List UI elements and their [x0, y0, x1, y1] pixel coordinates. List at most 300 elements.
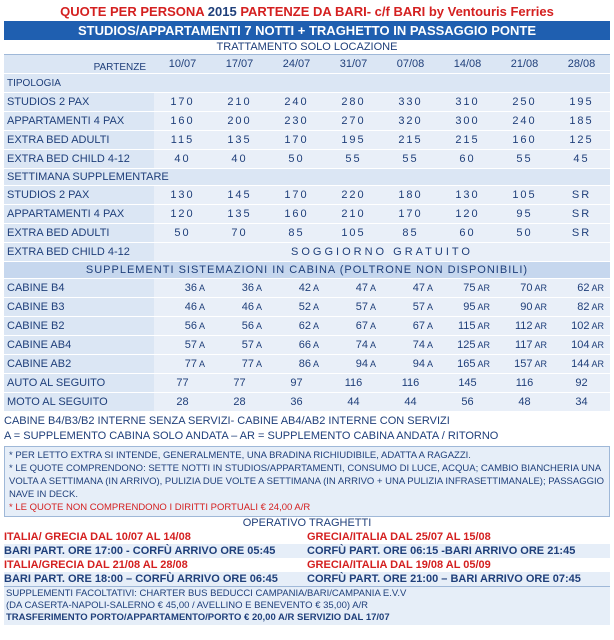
price-cell [496, 150, 553, 169]
price-cell [268, 186, 325, 205]
cabin-types-note: CABINE B4/B3/B2 INTERNE SENZA SERVIZI- CABINE AB4/AB2 INTERNE CON SERVIZI [4, 415, 450, 427]
price-cell [553, 150, 610, 169]
price-cell [439, 336, 496, 355]
row-label: MOTO AL SEGUITO [4, 393, 154, 412]
price-cell [268, 355, 325, 374]
price-value: 46 [241, 301, 254, 313]
price-cell [325, 186, 382, 205]
price-value: 60 [459, 153, 476, 165]
price-value: 125 [457, 339, 476, 351]
departure-date: 31/07 [325, 55, 382, 74]
cabin-suffix: AR [477, 283, 490, 293]
price-cell [211, 317, 268, 336]
price-value: 240 [284, 96, 309, 108]
price-value: 195 [341, 134, 366, 146]
price-value: 57 [184, 339, 197, 351]
price-value: 320 [398, 115, 423, 127]
price-cell [382, 336, 439, 355]
price-value: 52 [298, 301, 311, 313]
price-cell [268, 205, 325, 224]
price-value: 210 [341, 208, 366, 220]
price-value: 240 [512, 115, 537, 127]
price-value: 170 [284, 134, 309, 146]
cabin-suffix: AR [591, 340, 604, 350]
price-cell [496, 336, 553, 355]
price-cell [553, 93, 610, 112]
price-cell [154, 205, 211, 224]
price-cell [268, 279, 325, 298]
price-value: 36 [290, 396, 303, 408]
price-cell [496, 279, 553, 298]
cabin-suffix: A [255, 302, 262, 312]
cabin-suffix: AR [591, 321, 604, 331]
price-cell [439, 112, 496, 131]
price-value: 77 [184, 358, 197, 370]
price-cell [154, 93, 211, 112]
supp-week-label: SETTIMANA SUPPLEMENTARE [4, 169, 610, 186]
table-row [4, 112, 610, 131]
price-cell [268, 298, 325, 317]
price-cell [211, 205, 268, 224]
package-banner: STUDIOS/APPARTAMENTI 7 NOTTI + TRAGHETTO IN PASSAGGIO PONTE [4, 21, 610, 40]
price-cell [154, 186, 211, 205]
cabin-suffix: AR [534, 340, 547, 350]
price-cell [325, 317, 382, 336]
price-value: 57 [241, 339, 254, 351]
price-value: 170 [398, 208, 423, 220]
price-cell [553, 317, 610, 336]
cabin-suffix: AR [477, 321, 490, 331]
optional-supplements [4, 586, 610, 625]
cabin-suffix: AR [534, 283, 547, 293]
price-cell [154, 224, 211, 243]
price-cell [325, 336, 382, 355]
cabin-suffix: A [312, 283, 319, 293]
price-cell [439, 150, 496, 169]
row-label: STUDIOS 2 PAX [4, 186, 154, 205]
table-row [4, 93, 610, 112]
cabin-notes [4, 412, 610, 444]
table-row [4, 336, 610, 355]
price-cell [553, 393, 610, 412]
price-value: 74 [412, 339, 425, 351]
price-cell [496, 93, 553, 112]
cabin-suffix: AR [534, 302, 547, 312]
price-value: 215 [455, 134, 480, 146]
cabin-legend-note: A = SUPPLEMENTO CABINA SOLO ANDATA – AR = SUPPLEMENTO CABINA ANDATA / RITORNO [4, 430, 499, 442]
price-value: 50 [516, 227, 533, 239]
cabin-suffix: A [426, 283, 433, 293]
price-cell [211, 224, 268, 243]
price-value: 85 [288, 227, 305, 239]
price-cell [553, 112, 610, 131]
cabin-suffix: A [198, 340, 205, 350]
cabin-suffix: AR [591, 359, 604, 369]
price-value: 47 [412, 282, 425, 294]
price-cell [325, 205, 382, 224]
row-label: EXTRA BED CHILD 4-12 [4, 243, 154, 262]
price-value: 115 [457, 320, 476, 332]
price-value: 74 [355, 339, 368, 351]
price-cell [154, 150, 211, 169]
section-row [4, 262, 610, 279]
partenze-label: PARTENZE [4, 55, 154, 74]
conditions-box [4, 446, 610, 517]
row-label: AUTO AL SEGUITO [4, 374, 154, 393]
row-label: CABINE B2 [4, 317, 154, 336]
price-cell [553, 131, 610, 150]
row-label: EXTRA BED CHILD 4-12 [4, 150, 154, 169]
price-value: 115 [170, 134, 195, 146]
price-cell [382, 393, 439, 412]
price-value: 55 [516, 153, 533, 165]
price-cell [439, 279, 496, 298]
price-value: 56 [184, 320, 197, 332]
price-cell [211, 355, 268, 374]
price-value: 70 [231, 227, 248, 239]
ferry-schedule [4, 530, 610, 586]
price-cell [325, 131, 382, 150]
cabin-suffix: A [312, 302, 319, 312]
price-cell [553, 374, 610, 393]
price-value: 270 [341, 115, 366, 127]
header-spacer [154, 74, 211, 93]
table-row [4, 317, 610, 336]
departure-date: 07/08 [382, 55, 439, 74]
price-value: 120 [170, 208, 195, 220]
bus-supplement: SUPPLEMENTI FACOLTATIVI: CHARTER BUS BEDUCCI CAMPANIA/BARI/CAMPANIA E.V.V [6, 588, 407, 599]
price-value: 86 [298, 358, 311, 370]
price-cell [154, 393, 211, 412]
price-value: 94 [412, 358, 425, 370]
price-cell [382, 205, 439, 224]
price-value: 34 [575, 396, 588, 408]
price-value: 40 [174, 153, 191, 165]
header-spacer [496, 74, 553, 93]
table-row [4, 186, 610, 205]
section-row [4, 169, 610, 186]
price-cell [382, 112, 439, 131]
row-label: CABINE AB2 [4, 355, 154, 374]
price-cell [382, 298, 439, 317]
table-row [4, 393, 610, 412]
departure-date: 14/08 [439, 55, 496, 74]
price-cell [382, 355, 439, 374]
tipologia-label: TIPOLOGIA [4, 74, 154, 93]
price-value: 50 [174, 227, 191, 239]
price-cell [496, 224, 553, 243]
price-value: 44 [404, 396, 417, 408]
price-value: 44 [347, 396, 360, 408]
ferry-route: GRECIA/ITALIA DAL 19/08 AL 05/09 [307, 559, 491, 571]
ferry-times: BARI PART. ORE 18:00 – CORFÙ ARRIVO ORE 06:45 [4, 572, 307, 586]
price-cell [496, 355, 553, 374]
ferry-return [307, 530, 610, 586]
price-value: 45 [573, 153, 590, 165]
price-value: 36 [184, 282, 197, 294]
price-value: 55 [402, 153, 419, 165]
price-value: 135 [227, 208, 252, 220]
price-cell [439, 317, 496, 336]
bus-prices: (DA CASERTA-NAPOLI-SALERNO € 45,00 / AVELLINO E BENEVENTO € 35,00) A/R [6, 600, 369, 611]
price-cell [382, 317, 439, 336]
price-value: SR [571, 189, 592, 201]
price-cell [439, 131, 496, 150]
header-spacer [325, 74, 382, 93]
price-cell [211, 279, 268, 298]
price-cell [154, 336, 211, 355]
table-row [4, 298, 610, 317]
price-cell [553, 224, 610, 243]
cabin-suffix: A [255, 340, 262, 350]
price-value: 195 [569, 96, 594, 108]
price-value: 92 [575, 377, 588, 389]
price-cell [154, 298, 211, 317]
price-value: 95 [463, 301, 476, 313]
cabin-suffix: A [312, 359, 319, 369]
price-value: 95 [516, 208, 533, 220]
row-label: CABINE AB4 [4, 336, 154, 355]
departure-date: 24/07 [268, 55, 325, 74]
price-value: 160 [512, 134, 537, 146]
price-cell [496, 393, 553, 412]
price-value: 160 [170, 115, 195, 127]
price-value: 105 [512, 189, 537, 201]
cabin-suffix: AR [591, 283, 604, 293]
price-cell [439, 205, 496, 224]
price-value: 210 [227, 96, 252, 108]
departure-date: 28/08 [553, 55, 610, 74]
price-cell [268, 393, 325, 412]
price-cell [553, 186, 610, 205]
price-value: 62 [577, 282, 590, 294]
price-value: 62 [298, 320, 311, 332]
price-value: 28 [233, 396, 246, 408]
table-row [4, 150, 610, 169]
ferry-schedule-heading: OPERATIVO TRAGHETTI [242, 517, 372, 529]
price-value: 57 [412, 301, 425, 313]
price-value: 42 [298, 282, 311, 294]
header-spacer [268, 74, 325, 93]
price-cell [553, 336, 610, 355]
price-cell [211, 112, 268, 131]
cabin-suffix: A [369, 321, 376, 331]
price-value: 220 [341, 189, 366, 201]
price-cell [325, 112, 382, 131]
excluded-note: * LE QUOTE NON COMPRENDONO I DIRITTI PORTUALI € 24,00 A/R [9, 502, 311, 513]
header-spacer [382, 74, 439, 93]
price-value: 120 [455, 208, 480, 220]
cabin-suffix: A [426, 302, 433, 312]
price-cell [211, 393, 268, 412]
cabin-suffix: A [198, 302, 205, 312]
price-cell [325, 224, 382, 243]
price-value: 145 [227, 189, 252, 201]
price-cell [382, 131, 439, 150]
price-cell [154, 112, 211, 131]
price-value: 145 [458, 377, 477, 389]
price-value: 66 [298, 339, 311, 351]
price-cell [268, 336, 325, 355]
price-value: 56 [241, 320, 254, 332]
price-value: 105 [341, 227, 366, 239]
price-value: 230 [284, 115, 309, 127]
price-value: 116 [344, 377, 363, 389]
price-value: 280 [341, 96, 366, 108]
cabin-suffix: AR [477, 302, 490, 312]
cabin-suffix: A [312, 321, 319, 331]
price-table [4, 55, 610, 412]
price-value: 94 [355, 358, 368, 370]
price-cell [496, 317, 553, 336]
table-row [4, 131, 610, 150]
cabin-suffix: A [426, 340, 433, 350]
price-cell [268, 317, 325, 336]
row-label: EXTRA BED ADULTI [4, 131, 154, 150]
price-cell [325, 279, 382, 298]
price-cell [553, 205, 610, 224]
ferry-outbound [4, 530, 307, 586]
price-value: 77 [176, 377, 189, 389]
price-cell [325, 393, 382, 412]
row-label: CABINE B4 [4, 279, 154, 298]
price-value: 82 [577, 301, 590, 313]
cabin-suffix: A [426, 359, 433, 369]
price-value: 310 [455, 96, 480, 108]
price-value: 67 [412, 320, 425, 332]
row-label: EXTRA BED ADULTI [4, 224, 154, 243]
cabin-suffix: AR [477, 340, 490, 350]
cabin-suffix: AR [534, 359, 547, 369]
price-value: SR [571, 208, 592, 220]
price-cell [496, 374, 553, 393]
price-cell [382, 150, 439, 169]
price-cell [553, 279, 610, 298]
table-row [4, 355, 610, 374]
price-value: 200 [227, 115, 252, 127]
price-cell [382, 186, 439, 205]
cabin-suffix: A [369, 340, 376, 350]
price-value: 57 [355, 301, 368, 313]
price-value: 104 [571, 339, 590, 351]
table-row [4, 205, 610, 224]
price-value: 75 [463, 282, 476, 294]
ferry-route: GRECIA/ITALIA DAL 25/07 AL 15/08 [307, 531, 491, 543]
table-row [4, 243, 610, 262]
transfer-supplement: TRASFERIMENTO PORTO/APPARTAMENTO/PORTO € 20,00 A/R SERVIZIO DAL 17/07 [6, 612, 390, 623]
free-stay-cell: SOGGIORNO GRATUITO [154, 243, 610, 262]
table-header-row [4, 55, 610, 74]
price-cell [268, 112, 325, 131]
cabin-suffix: AR [591, 302, 604, 312]
price-cell [268, 131, 325, 150]
price-cell [382, 224, 439, 243]
price-value: 60 [459, 227, 476, 239]
price-cell [268, 150, 325, 169]
cabin-section-header: SUPPLEMENTI SISTEMAZIONI IN CABINA (POLTRONE NON DISPONIBILI) [4, 262, 610, 279]
price-value: 125 [569, 134, 594, 146]
price-value: 135 [227, 134, 252, 146]
price-value: 55 [345, 153, 362, 165]
table-row [4, 279, 610, 298]
price-cell [496, 131, 553, 150]
price-cell [439, 374, 496, 393]
price-cell [496, 112, 553, 131]
departure-date: 21/08 [496, 55, 553, 74]
cabin-suffix: A [369, 302, 376, 312]
price-cell [439, 186, 496, 205]
price-cell [154, 131, 211, 150]
price-cell [211, 150, 268, 169]
price-cell [439, 355, 496, 374]
ferry-route: ITALIA/ GRECIA DAL 10/07 AL 14/08 [4, 531, 191, 543]
price-value: 77 [233, 377, 246, 389]
price-cell [154, 317, 211, 336]
treatment-subheading: TRATTAMENTO SOLO LOCAZIONE [4, 40, 610, 55]
price-value: 130 [170, 189, 195, 201]
price-value: 117 [514, 339, 533, 351]
price-value: 170 [284, 189, 309, 201]
price-value: 215 [398, 134, 423, 146]
page-title: QUOTE PER PERSONA 2015 PARTENZE DA BARI- c/f BARI by Ventouris Ferries [60, 4, 554, 19]
price-value: 85 [402, 227, 419, 239]
row-label: STUDIOS 2 PAX [4, 93, 154, 112]
price-value: 56 [461, 396, 474, 408]
price-cell [268, 374, 325, 393]
price-cell [439, 393, 496, 412]
table-header-row [4, 74, 610, 93]
included-note: * LE QUOTE COMPRENDONO: SETTE NOTTI IN STUDIOS/APPARTAMENTI, CONSUMO DI LUCE, ACQUA; CAMBIO BIANCHERIA UNA VOLTA A SETTIMANA (IN ARRIVO), PULIZIA DUE VOLTE A SETTIMANA (IN ARRIVO + UNA PULIZIA INFRASETTIMANALE); PASSAGGIO NAVE IN DECK. [9, 463, 605, 500]
price-value: 300 [455, 115, 480, 127]
price-value: 70 [520, 282, 533, 294]
price-sheet [4, 3, 610, 625]
price-cell [154, 374, 211, 393]
price-value: 47 [355, 282, 368, 294]
price-cell [382, 279, 439, 298]
table-row [4, 224, 610, 243]
cabin-suffix: AR [477, 359, 490, 369]
price-value: 116 [401, 377, 420, 389]
price-cell [211, 93, 268, 112]
price-cell [439, 298, 496, 317]
price-cell [553, 298, 610, 317]
price-value: 144 [571, 358, 590, 370]
price-value: 102 [571, 320, 590, 332]
price-value: SR [571, 227, 592, 239]
row-label: APPARTAMENTI 4 PAX [4, 205, 154, 224]
price-cell [211, 131, 268, 150]
header-spacer [553, 74, 610, 93]
price-cell [211, 186, 268, 205]
price-cell [382, 374, 439, 393]
price-value: 180 [398, 189, 423, 201]
table-row [4, 374, 610, 393]
price-value: 77 [241, 358, 254, 370]
cabin-suffix: A [369, 359, 376, 369]
price-value: 185 [569, 115, 594, 127]
cabin-suffix: A [198, 359, 205, 369]
price-value: 130 [455, 189, 480, 201]
price-cell [325, 355, 382, 374]
price-cell [325, 374, 382, 393]
price-value: 46 [184, 301, 197, 313]
price-value: 28 [176, 396, 189, 408]
row-label: CABINE B3 [4, 298, 154, 317]
price-cell [553, 355, 610, 374]
price-value: 67 [355, 320, 368, 332]
price-value: 170 [170, 96, 195, 108]
price-value: 157 [514, 358, 533, 370]
